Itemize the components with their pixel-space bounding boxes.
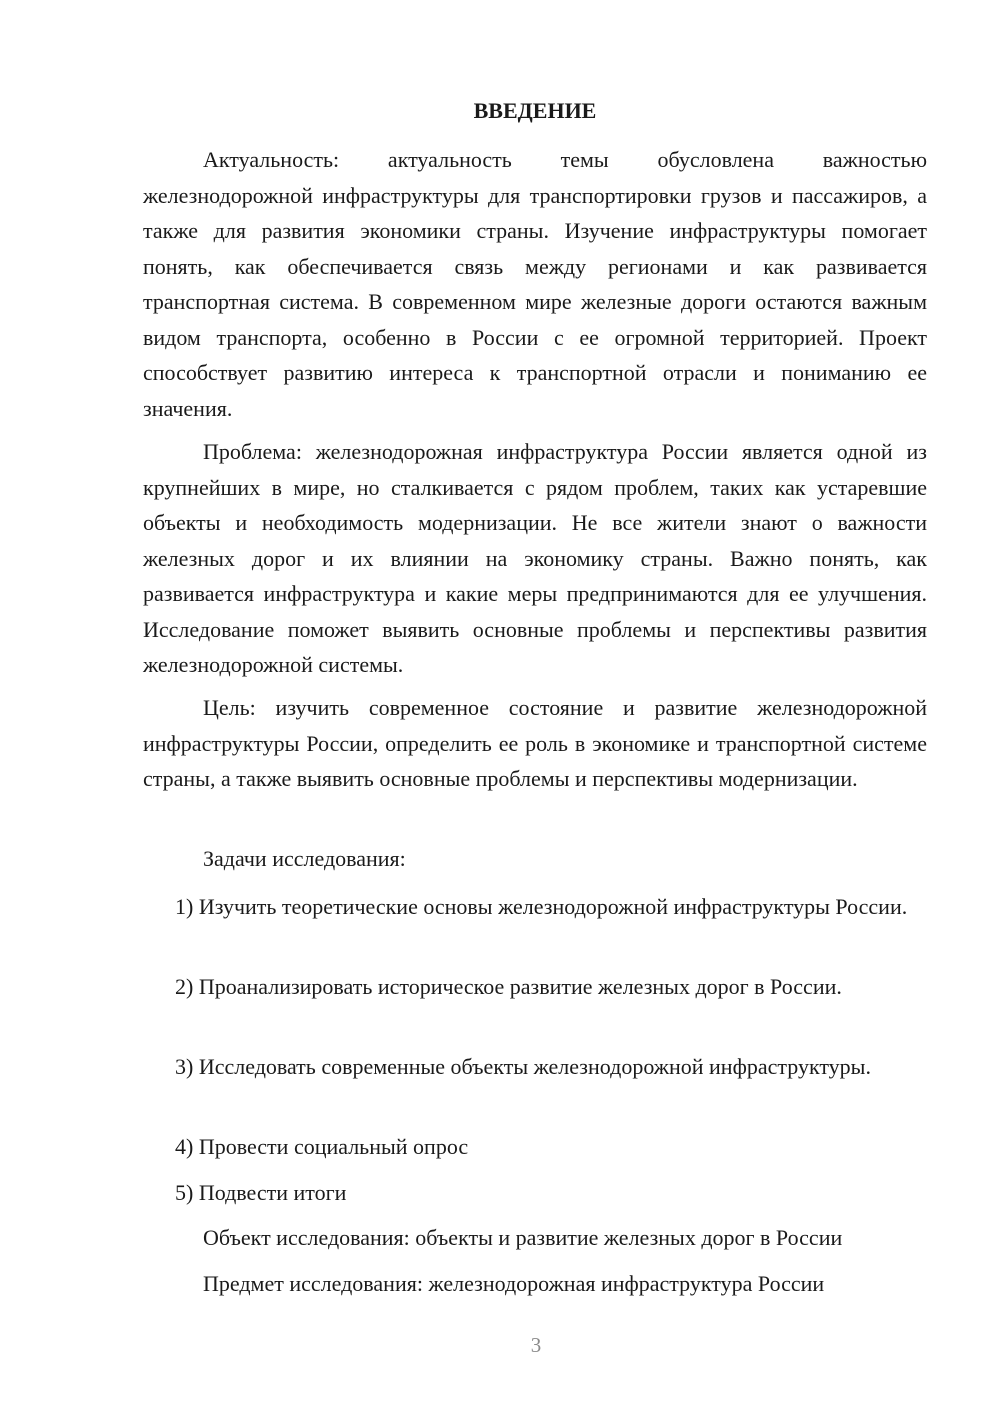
task-item-2: 2) Проанализировать историческое развитие железных дорог в России. bbox=[175, 974, 842, 999]
task-item-4: 4) Провести социальный опрос bbox=[175, 1134, 469, 1159]
tasks-heading: Задачи исследования: bbox=[203, 846, 406, 871]
problem-paragraph: Проблема: железнодорожная инфраструктура России является одной из крупнейших в мире, но сталкивается с рядом проблем, таких как устаревшие объекты и необходимость модернизации. Не все жители знают о важности железных дорог и их влиянии на экономику страны. Важно понять, как развивается инфраструктура и какие меры предпринимаются для ее улучшения. Исследование поможет выявить основные проблемы и перспективы развития железнодорожной системы. bbox=[143, 439, 927, 677]
task-item-5: 5) Подвести итоги bbox=[175, 1180, 347, 1205]
page-number: 3 bbox=[530, 1333, 542, 1357]
goal-paragraph: Цель: изучить современное состояние и развитие железнодорожной инфраструктуры России, определить ее роль в экономике и транспортной системе страны, а также выявить основные проблемы и перспективы модернизации. bbox=[143, 695, 927, 791]
research-subject: Предмет исследования: железнодорожная инфраструктура России bbox=[203, 1271, 825, 1296]
task-item-1: 1) Изучить теоретические основы железнодорожной инфраструктуры России. bbox=[175, 894, 908, 919]
section-title: ВВЕДЕНИЕ bbox=[473, 98, 597, 123]
research-object: Объект исследования: объекты и развитие железных дорог в России bbox=[203, 1225, 843, 1250]
task-item-3: 3) Исследовать современные объекты железнодорожной инфраструктуры. bbox=[175, 1054, 871, 1079]
relevance-paragraph: Актуальность: актуальность темы обусловлена важностью железнодорожной инфраструктуры для транспортировки грузов и пассажиров, а также для развития экономики страны. Изучение инфраструктуры помогает понять, как обеспечивается связь между регионами и как развивается транспортная система. В современном мире железные дороги остаются важным видом транспорта, особенно в России с ее огромной территорией. Проект способствует развитию интереса к транспортной отрасли и пониманию ее значения. bbox=[143, 147, 927, 421]
